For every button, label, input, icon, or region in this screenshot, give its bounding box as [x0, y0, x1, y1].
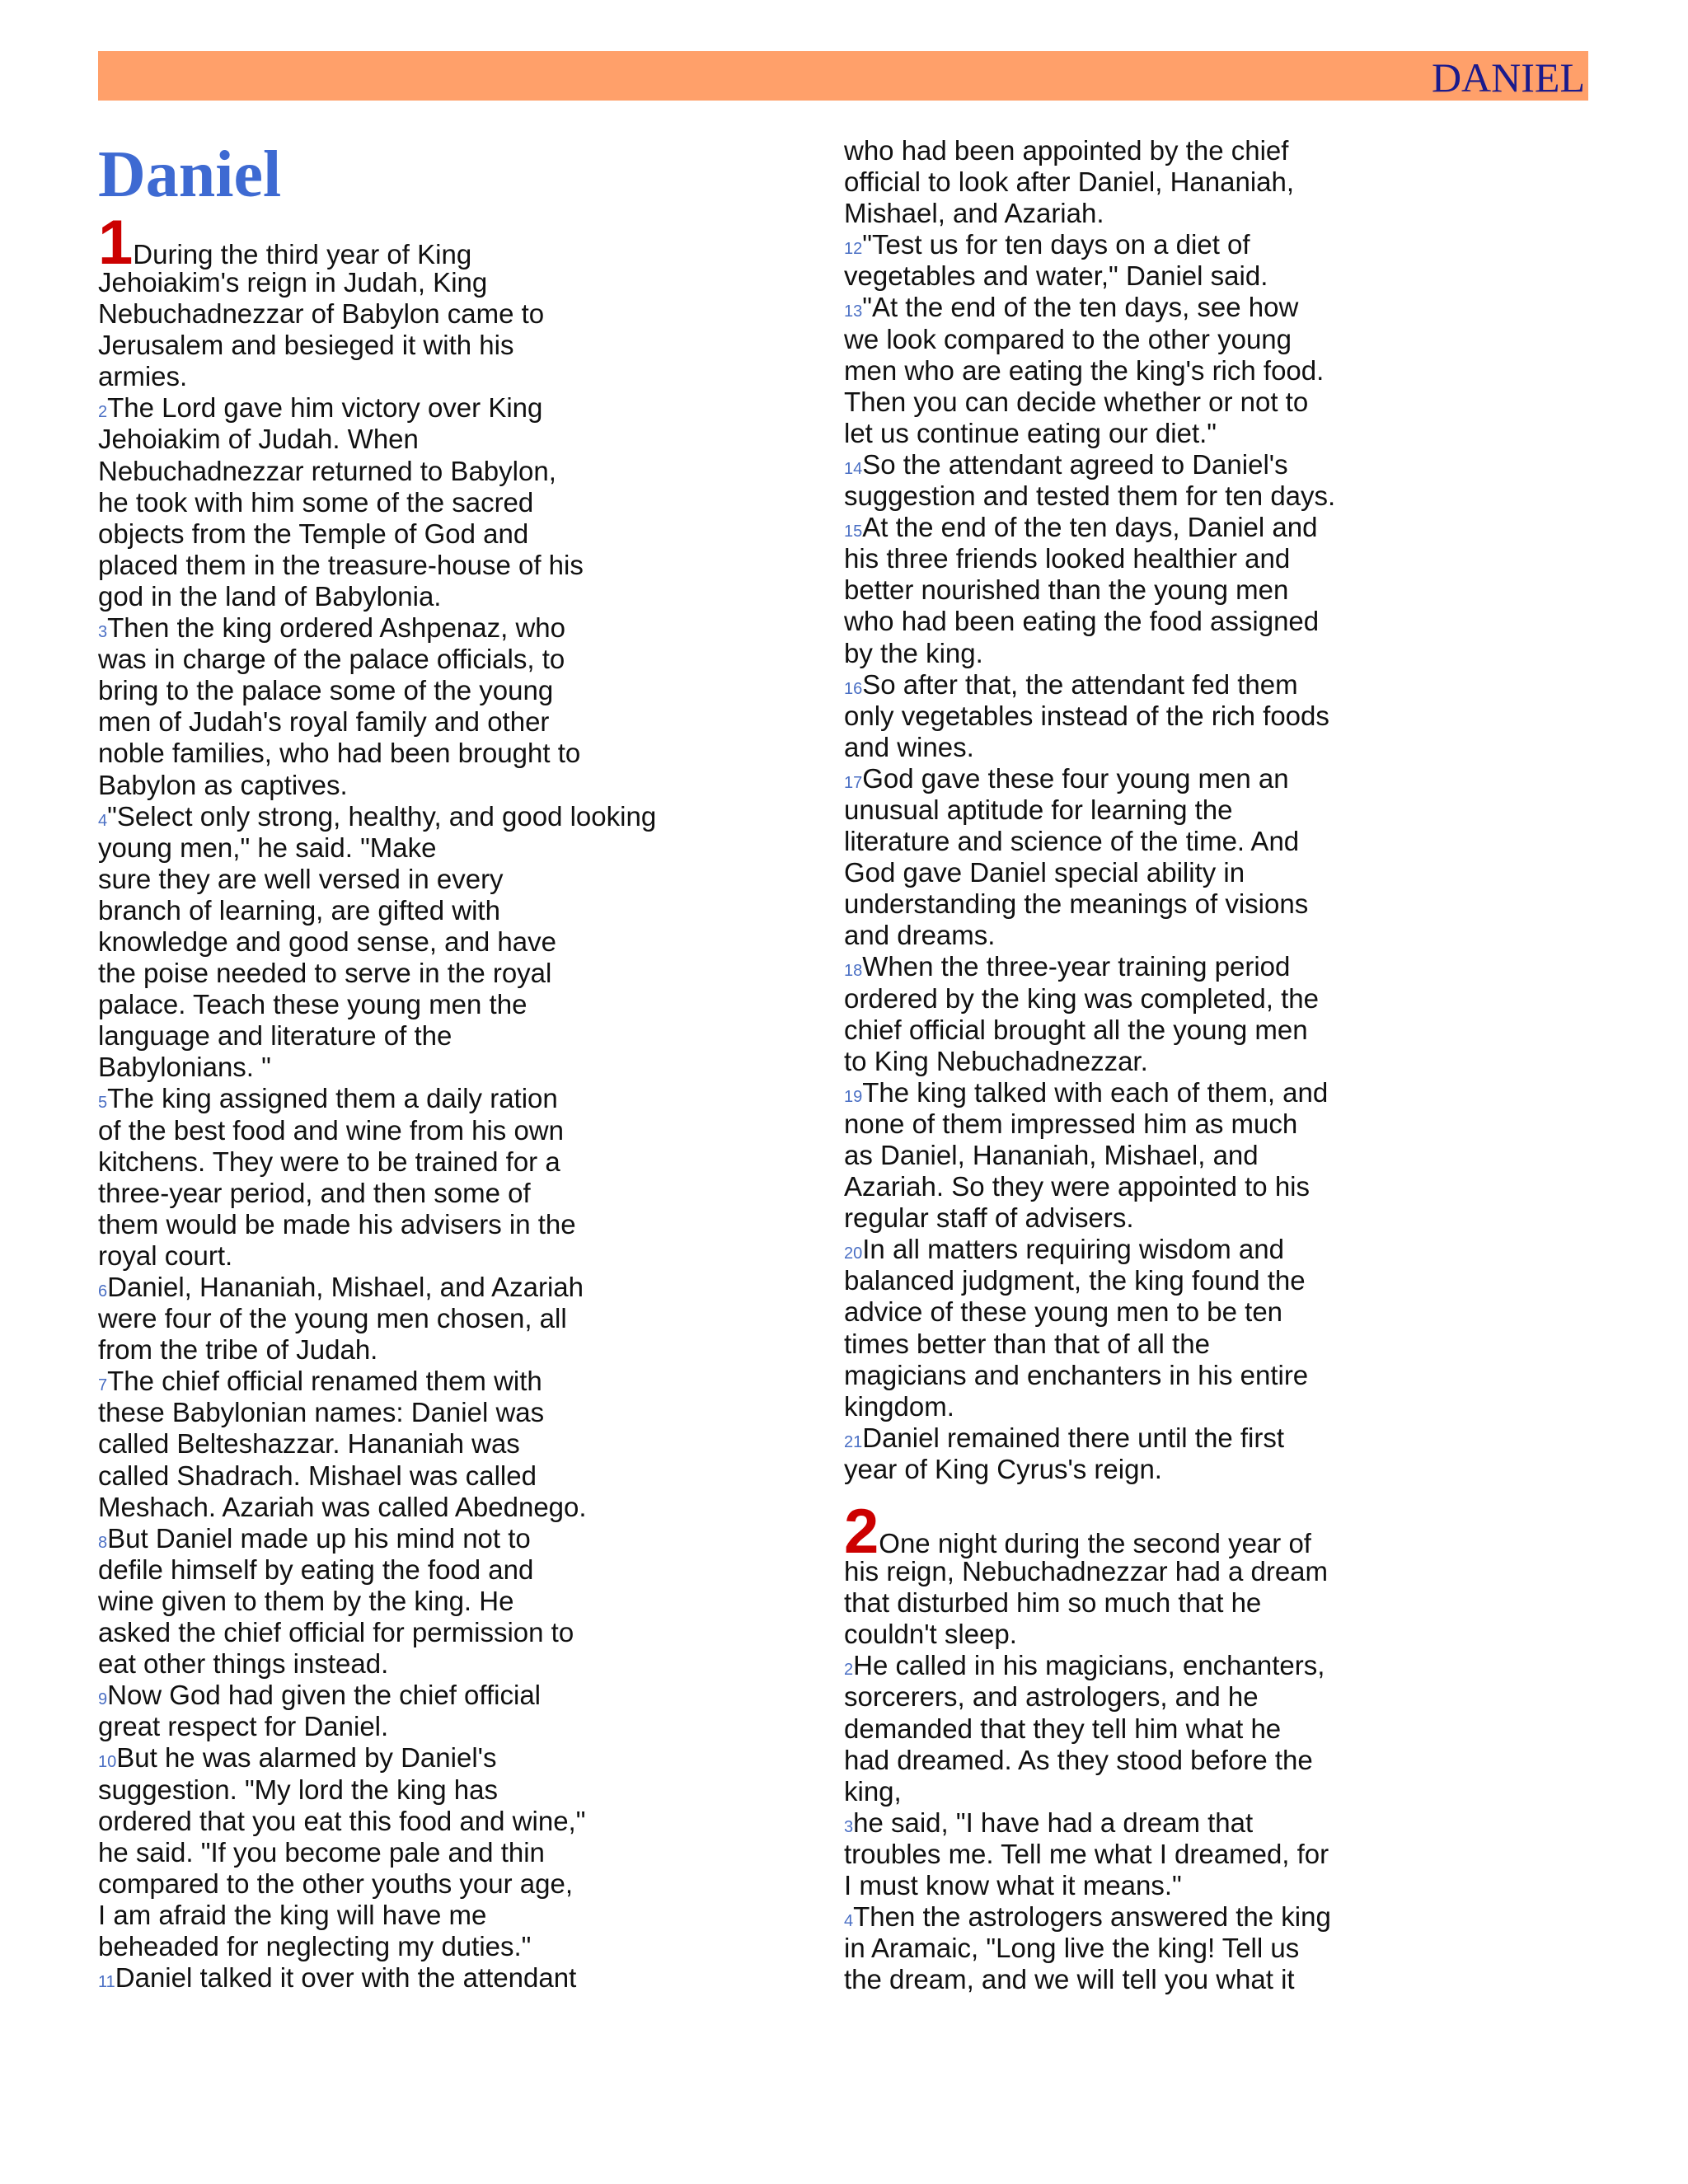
text-line: called Belteshazzar. Hananiah was — [98, 1428, 520, 1460]
text-line: god in the land of Babylonia. — [98, 580, 442, 612]
text-line: literature and science of the time. And — [844, 826, 1300, 857]
chapter-start-line — [98, 208, 675, 278]
text-line: defile himself by eating the food and — [98, 1554, 534, 1585]
text-line: ordered by the king was completed, the — [844, 982, 1320, 1014]
verse-text: Now God had given the chief official — [107, 1680, 541, 1711]
text-line: that disturbed him so much that he — [844, 1587, 1262, 1619]
verse-text: Daniel, Hananiah, Mishael, and Azariah — [107, 1272, 584, 1302]
verse-number: 18 — [844, 962, 863, 981]
text-line: understanding the meanings of visions — [844, 888, 1309, 920]
text-line: to King Nebuchadnezzar. — [844, 1045, 1148, 1076]
text-line: armies. — [98, 361, 188, 392]
text-line: asked the chief official for permission to — [98, 1617, 574, 1648]
text-line: Jehoiakim of Judah. When — [98, 424, 419, 455]
text-line: he said. "If you become pale and thin — [98, 1836, 545, 1868]
verse-number: 8 — [98, 1533, 108, 1552]
text-line: he took with him some of the sacred — [98, 486, 534, 518]
verse-line — [98, 1680, 675, 1711]
text-line: branch of learning, are gifted with — [98, 894, 500, 926]
right-column-lines — [844, 135, 1421, 1995]
verse-text: But Daniel made up his mind not to — [107, 1522, 531, 1554]
verse-number: 16 — [844, 679, 863, 698]
verse-line — [98, 1366, 675, 1397]
text-line: had dreamed. As they stood before the — [844, 1744, 1313, 1775]
verse-text: Then the astrologers answered the king — [853, 1901, 1331, 1933]
verse-line — [98, 392, 675, 424]
text-line: advice of these young men to be ten — [844, 1296, 1283, 1328]
verse-text: God gave these four young men an — [862, 762, 1289, 794]
text-line: who had been appointed by the chief — [844, 135, 1289, 166]
text-line: and dreams. — [844, 920, 996, 951]
verse-line — [844, 763, 1421, 794]
verse-line — [844, 1650, 1421, 1681]
verse-line — [844, 1077, 1421, 1108]
verse-text: he said, "I have had a dream that — [853, 1807, 1254, 1838]
text-line: Then you can decide whether or not to — [844, 386, 1309, 417]
text-line: were four of the young men chosen, all — [98, 1303, 567, 1334]
text-line: his three friends looked healthier and — [844, 543, 1291, 574]
verse-text: Then the king ordered Ashpenaz, who — [107, 612, 566, 644]
verse-number: 4 — [98, 811, 108, 830]
verse-text: So after that, the attendant fed them — [862, 668, 1298, 700]
text-line: was in charge of the palace officials, to — [98, 644, 565, 675]
verse-text: During the third year of King — [133, 239, 472, 269]
verse-number: 4 — [844, 1912, 854, 1931]
verse-number: 15 — [844, 523, 863, 541]
verse-text: At the end of the ten days, Daniel and — [862, 512, 1318, 543]
verse-line — [98, 612, 675, 644]
text-line: troubles me. Tell me what I dreamed, for — [844, 1838, 1329, 1869]
text-line: men of Judah's royal family and other — [98, 706, 550, 738]
text-line: of the best food and wine from his own — [98, 1114, 564, 1146]
verse-text: So the attendant agreed to Daniel's — [862, 448, 1288, 480]
text-line: knowledge and good sense, and have — [98, 926, 556, 957]
verse-number: 7 — [98, 1376, 108, 1395]
chapter-number: 2 — [844, 1497, 879, 1568]
text-line: noble families, who had been brought to — [98, 738, 581, 769]
text-line: chief official brought all the young men — [844, 1014, 1308, 1045]
text-line: kitchens. They were to be trained for a — [98, 1146, 560, 1177]
text-line: Jehoiakim's reign in Judah, King — [98, 267, 488, 298]
text-line: kingdom. — [844, 1390, 954, 1422]
verse-line — [844, 292, 1421, 323]
text-line: Nebuchadnezzar returned to Babylon, — [98, 455, 556, 486]
text-line: unusual aptitude for learning the — [844, 794, 1233, 825]
verse-number: 10 — [98, 1753, 117, 1772]
verse-number: 19 — [844, 1087, 863, 1106]
text-line: bring to the palace some of the young — [98, 675, 554, 706]
text-line: magicians and enchanters in his entire — [844, 1359, 1309, 1390]
text-line: who had been eating the food assigned — [844, 606, 1320, 637]
verse-number: 9 — [98, 1690, 108, 1709]
verse-number: 14 — [844, 459, 863, 478]
text-line: let us continue eating our diet." — [844, 417, 1217, 448]
text-line: Nebuchadnezzar of Babylon came to — [98, 298, 545, 330]
verse-number: 20 — [844, 1244, 863, 1263]
verse-text: In all matters requiring wisdom and — [862, 1234, 1284, 1265]
text-line: couldn't sleep. — [844, 1619, 1017, 1650]
verse-line — [98, 1083, 675, 1114]
text-line: only vegetables instead of the rich foods — [844, 700, 1329, 731]
verse-line — [844, 951, 1421, 982]
text-line: ordered that you eat this food and wine," — [98, 1805, 586, 1836]
text-line: balanced judgment, the king found the — [844, 1265, 1306, 1296]
text-line: wine given to them by the king. He — [98, 1585, 514, 1616]
verse-line — [844, 1807, 1421, 1839]
verse-number: 17 — [844, 773, 863, 792]
text-line: by the king. — [844, 637, 983, 668]
verse-number: 3 — [98, 623, 108, 642]
text-line: them would be made his advisers in the — [98, 1208, 576, 1240]
verse-line — [844, 1234, 1421, 1265]
text-line: better nourished than the young men — [844, 574, 1289, 606]
verse-number: 12 — [844, 240, 863, 259]
text-line: we look compared to the other young — [844, 323, 1292, 354]
left-text-column — [98, 137, 675, 1994]
text-line: men who are eating the king's rich food. — [844, 354, 1325, 386]
verse-line — [844, 449, 1421, 480]
chapter-start-line — [844, 1497, 1421, 1568]
verse-text: "At the end of the ten days, see how — [862, 292, 1299, 323]
verse-number: 13 — [844, 302, 863, 321]
text-line: sure they are well versed in every — [98, 863, 504, 894]
text-line: in Aramaic, "Long live the king! Tell us — [844, 1933, 1300, 1964]
verse-text: "Test us for ten days on a diet of — [862, 229, 1250, 260]
verse-number: 6 — [98, 1282, 108, 1301]
text-line: king, — [844, 1775, 902, 1807]
text-line: official to look after Daniel, Hananiah, — [844, 166, 1295, 198]
text-line: objects from the Temple of God and — [98, 518, 529, 549]
text-line: Babylon as captives. — [98, 769, 348, 800]
running-header-bar — [98, 51, 1588, 101]
verse-number: 2 — [844, 1661, 854, 1680]
text-line: great respect for Daniel. — [98, 1711, 389, 1742]
chapter-gap — [844, 1485, 1421, 1508]
verse-text: "Select only strong, healthy, and good looking — [107, 800, 657, 832]
text-line: palace. Teach these young men the — [98, 989, 528, 1020]
text-line: regular staff of advisers. — [844, 1202, 1134, 1234]
verse-text: Daniel remained there until the first — [862, 1422, 1285, 1453]
text-line: these Babylonian names: Daniel was — [98, 1397, 545, 1428]
text-line: vegetables and water," Daniel said. — [844, 260, 1268, 292]
verse-line — [98, 1962, 675, 1994]
text-line: from the tribe of Judah. — [98, 1334, 378, 1366]
text-line: placed them in the treasure-house of his — [98, 549, 584, 580]
left-column-lines — [98, 208, 675, 1994]
text-line: Mishael, and Azariah. — [844, 198, 1104, 229]
verse-line — [844, 1901, 1421, 1933]
verse-line — [844, 512, 1421, 543]
text-line: suggestion. "My lord the king has — [98, 1774, 498, 1805]
text-line: suggestion and tested them for ten days. — [844, 480, 1336, 512]
text-line: Meshach. Azariah was called Abednego. — [98, 1491, 587, 1522]
verse-text: One night during the second year of — [879, 1528, 1311, 1559]
running-header-book-name: DANIEL — [1431, 54, 1585, 101]
text-line: language and literature of the — [98, 1020, 452, 1052]
text-line: times better than that of all the — [844, 1328, 1210, 1359]
verse-line — [98, 1272, 675, 1303]
text-line: as Daniel, Hananiah, Mishael, and — [844, 1140, 1259, 1170]
text-line: Babylonians. " — [98, 1052, 271, 1083]
verse-text: The king assigned them a daily ration — [107, 1083, 558, 1114]
text-line: compared to the other youths your age, — [98, 1868, 574, 1899]
text-line: his reign, Nebuchadnezzar had a dream — [844, 1556, 1329, 1587]
text-line: the poise needed to serve in the royal — [98, 958, 552, 989]
text-line: Jerusalem and besieged it with his — [98, 330, 514, 361]
verse-line — [844, 1422, 1421, 1454]
text-line: beheaded for neglecting my duties." — [98, 1930, 532, 1961]
verse-text: Daniel talked it over with the attendant — [115, 1962, 577, 1994]
verse-line — [98, 1523, 675, 1554]
text-line: I must know what it means." — [844, 1869, 1182, 1900]
verse-line — [844, 669, 1421, 701]
verse-text: When the three-year training period — [862, 951, 1291, 982]
verse-text: The chief official renamed them with — [107, 1366, 542, 1397]
right-text-column — [844, 135, 1421, 1995]
text-line: eat other things instead. — [98, 1648, 389, 1680]
chapter-number: 1 — [98, 208, 134, 278]
verse-number: 11 — [98, 1973, 115, 1992]
text-line: God gave Daniel special ability in — [844, 857, 1245, 888]
verse-text: But he was alarmed by Daniel's — [116, 1742, 497, 1774]
verse-number: 5 — [98, 1094, 108, 1113]
verse-number: 2 — [98, 403, 108, 422]
text-line: called Shadrach. Mishael was called — [98, 1460, 537, 1491]
verse-text: He called in his magicians, enchanters, — [853, 1650, 1325, 1681]
verse-text: The Lord gave him victory over King — [107, 392, 543, 424]
text-line: royal court. — [98, 1240, 233, 1271]
verse-line — [98, 1742, 675, 1774]
verse-number: 3 — [844, 1817, 854, 1836]
text-line: none of them impressed him as much — [844, 1108, 1298, 1139]
text-line: year of King Cyrus's reign. — [844, 1453, 1162, 1484]
verse-text: The king talked with each of them, and — [862, 1076, 1329, 1108]
text-line: and wines. — [844, 731, 974, 762]
text-line: sorcerers, and astrologers, and he — [844, 1681, 1259, 1713]
text-line: Azariah. So they were appointed to his — [844, 1171, 1311, 1202]
verse-number: 21 — [844, 1432, 863, 1451]
text-line: demanded that they tell him what he — [844, 1713, 1282, 1744]
text-line: three-year period, and then some of — [98, 1177, 531, 1208]
text-line: I am afraid the king will have me — [98, 1899, 487, 1930]
verse-line — [844, 229, 1421, 260]
verse-line — [98, 801, 675, 832]
text-line: the dream, and we will tell you what it — [844, 1964, 1295, 1995]
text-line: young men," he said. "Make — [98, 832, 437, 863]
book-title: Daniel — [98, 138, 282, 211]
